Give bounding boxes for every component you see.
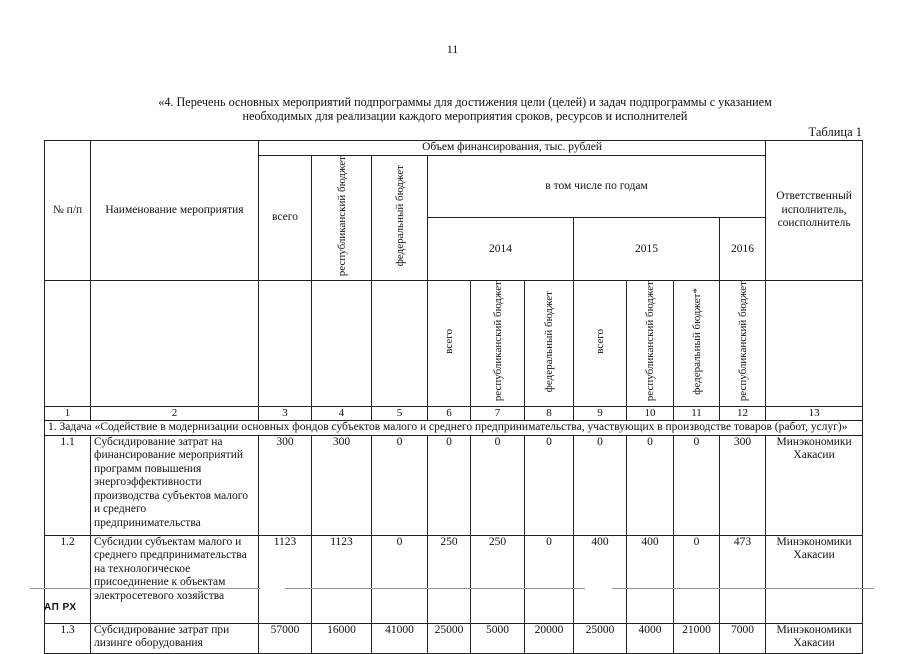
header-num: № п/п: [45, 141, 91, 281]
row-value: 0: [627, 435, 674, 535]
header-republic: [312, 155, 372, 281]
row-value: 0: [372, 535, 428, 623]
header-2014-federal-label: федеральный бюджет: [543, 290, 555, 392]
table-caption: Таблица 1: [808, 125, 862, 139]
header-executor: Ответственный исполнитель, соисполнитель: [766, 141, 863, 281]
header-spacer-name: [91, 281, 259, 407]
row-value: 41000: [372, 623, 428, 653]
column-number: 2: [91, 406, 259, 421]
header-year-2015: 2015: [574, 218, 720, 281]
row-value: 25000: [428, 623, 471, 653]
header-2014-total: [428, 281, 471, 407]
row-value: 300: [312, 435, 372, 535]
table-row: [45, 535, 863, 623]
heading-line-2: необходимых для реализации каждого мероприятия сроков, ресурсов и исполнителей: [242, 109, 688, 123]
activities-table: [44, 140, 863, 654]
header-2015-total-label: всего: [594, 328, 606, 354]
table-row: [45, 623, 863, 653]
document-heading: [95, 95, 835, 123]
row-value: 21000: [674, 623, 720, 653]
row-value: 0: [471, 435, 525, 535]
row-value: 25000: [574, 623, 627, 653]
row-value: 250: [428, 535, 471, 623]
header-2016-republic-label: республиканский бюджет: [736, 281, 749, 402]
row-value: 1123: [312, 535, 372, 623]
column-number: 1: [45, 406, 91, 421]
footer-mark: АП РХ: [44, 602, 77, 613]
column-number: 8: [525, 406, 574, 421]
column-number: 13: [766, 406, 863, 421]
task-row: [45, 421, 863, 436]
row-value: 473: [720, 535, 766, 623]
column-number: 6: [428, 406, 471, 421]
header-year-2016: 2016: [720, 218, 766, 281]
column-number-row: [45, 406, 863, 421]
task-1-title: 1. Задача «Содействие в модернизации основных фондов субъектов малого и среднего предпринимательства, участвующих в производстве товаров (работ, услуг)»: [45, 421, 863, 436]
header-2014-republic-label: республиканский бюджет: [491, 281, 504, 402]
page-number: 11: [446, 42, 459, 56]
row-value: 400: [574, 535, 627, 623]
row-value: 300: [259, 435, 312, 535]
column-number: 3: [259, 406, 312, 421]
column-number: 11: [674, 406, 720, 421]
header-2015-total: [574, 281, 627, 407]
bottom-divider-left: [30, 588, 260, 589]
header-spacer-executor: [766, 281, 863, 407]
row-executor: Минэкономики Хакасии: [766, 623, 863, 653]
row-executor: Минэкономики Хакасии: [766, 435, 863, 535]
bottom-divider-right: [612, 588, 874, 589]
row-value: 400: [627, 535, 674, 623]
header-year-2014: 2014: [428, 218, 574, 281]
row-value: 250: [471, 535, 525, 623]
row-value: 1123: [259, 535, 312, 623]
header-2014-total-label: всего: [443, 328, 455, 354]
header-by-years: в том числе по годам: [428, 155, 766, 218]
header-total: всего: [259, 155, 312, 281]
row-value: 0: [674, 535, 720, 623]
column-number: 4: [312, 406, 372, 421]
row-number: 1.3: [45, 623, 91, 653]
table-row: [45, 435, 863, 535]
header-spacer-federal: [372, 281, 428, 407]
column-number: 7: [471, 406, 525, 421]
header-federal: [372, 155, 428, 281]
column-number: 9: [574, 406, 627, 421]
header-spacer-num: [45, 281, 91, 407]
row-value: 4000: [627, 623, 674, 653]
header-spacer-total: [259, 281, 312, 407]
row-number: 1.1: [45, 435, 91, 535]
row-value: 20000: [525, 623, 574, 653]
header-2016-republic: [720, 281, 766, 407]
column-number: 5: [372, 406, 428, 421]
row-value: 300: [720, 435, 766, 535]
row-name: Субсидии субъектам малого и среднего предпринимательства на технологическое присоединение к объектам электросетевого хозяйства: [91, 535, 259, 623]
header-spacer-republic: [312, 281, 372, 407]
row-value: 7000: [720, 623, 766, 653]
header-financing: Объем финансирования, тыс. рублей: [259, 141, 766, 156]
header-2015-federal: [674, 281, 720, 407]
row-value: 0: [574, 435, 627, 535]
row-value: 0: [674, 435, 720, 535]
column-number: 12: [720, 406, 766, 421]
row-value: 5000: [471, 623, 525, 653]
row-value: 16000: [312, 623, 372, 653]
column-number: 10: [627, 406, 674, 421]
row-executor: Минэкономики Хакасии: [766, 535, 863, 623]
header-2015-federal-label: федеральный бюджет*: [690, 287, 703, 395]
row-name: Субсидирование затрат при лизинге оборудования: [91, 623, 259, 653]
heading-line-1: «4. Перечень основных мероприятий подпрограммы для достижения цели (целей) и задач подпрограммы с указанием: [158, 95, 772, 109]
row-value: 0: [372, 435, 428, 535]
row-number: 1.2: [45, 535, 91, 623]
header-republic-label: республиканский бюджет: [335, 155, 348, 276]
header-2014-republic: [471, 281, 525, 407]
row-value: 0: [525, 535, 574, 623]
row-name: Субсидирование затрат на финансирование мероприятий программ повышения энергоэффективности производства субъектов малого и среднего предпринимательства: [91, 435, 259, 535]
header-name: Наименование мероприятия: [91, 141, 259, 281]
row-value: 57000: [259, 623, 312, 653]
header-2015-republic-label: республиканский бюджет: [644, 281, 656, 402]
header-2015-republic: [627, 281, 674, 407]
row-value: 0: [428, 435, 471, 535]
header-2014-federal: [525, 281, 574, 407]
header-federal-label: федеральный бюджет: [393, 164, 406, 267]
bottom-divider-center: [285, 588, 585, 589]
row-value: 0: [525, 435, 574, 535]
